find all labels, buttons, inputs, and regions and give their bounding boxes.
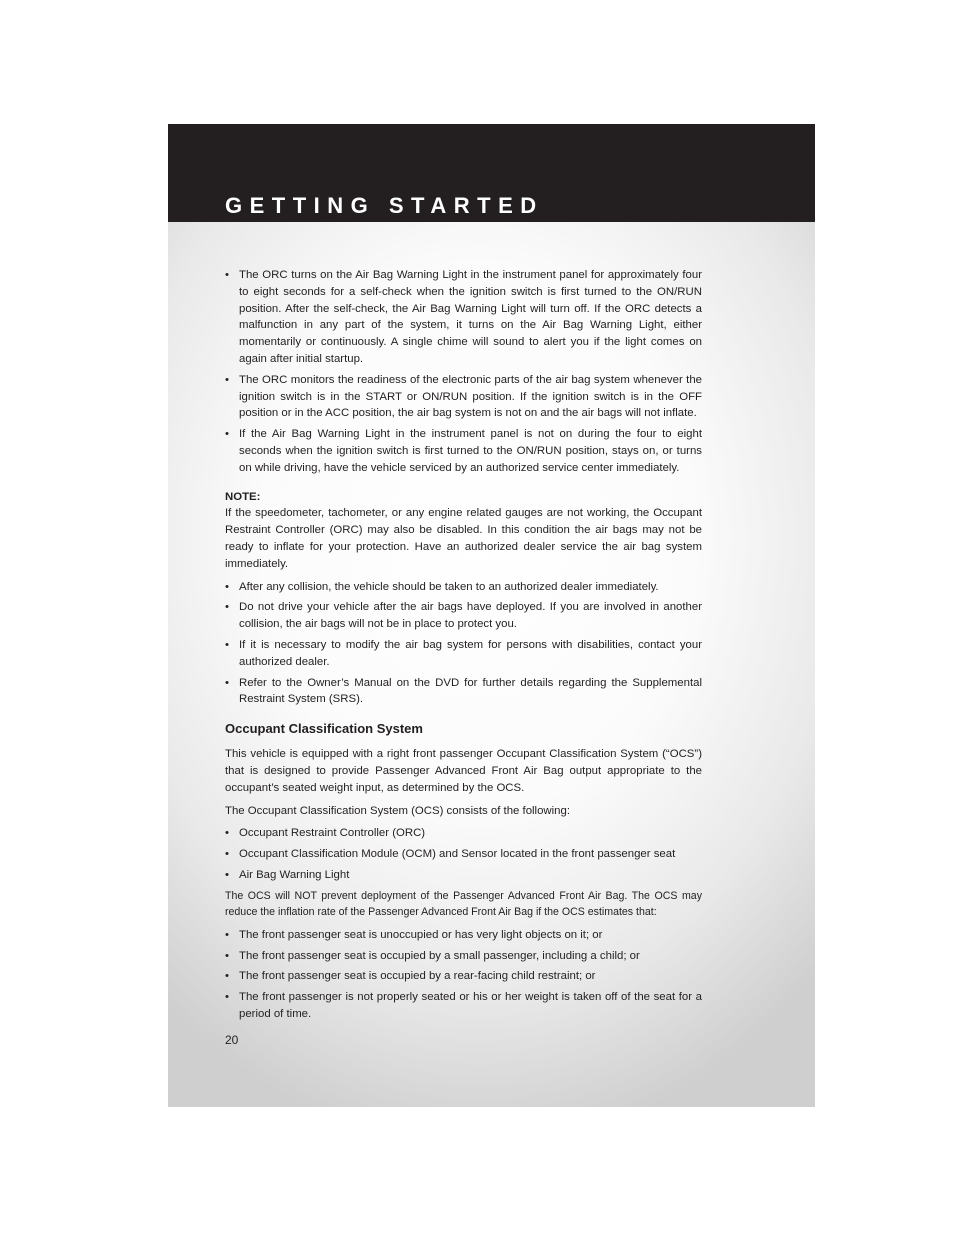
list-item: • If it is necessary to modify the air bag system for persons with disabilities, contact your authorized dealer. — [225, 637, 702, 671]
manual-page — [168, 124, 815, 1107]
note-label: NOTE: — [225, 490, 261, 503]
page-number: 20 — [225, 1033, 239, 1047]
list-item: • The front passenger is not properly seated or his or her weight is taken off of the seat for a period of time. — [225, 989, 702, 1023]
orc-bullet-list — [225, 267, 702, 477]
list-item: • Occupant Classification Module (OCM) and Sensor located in the front passenger seat — [225, 846, 702, 863]
ocs-conditions-list — [225, 927, 702, 1023]
ocs-intro-paragraph: This vehicle is equipped with a right front passenger Occupant Classification System (“OCS”) that is designed to provide Passenger Advanced Front Air Bag output appropriate to the occupant’s seated weight input, as determined by the OCS. — [225, 748, 702, 794]
list-item: • Refer to the Owner’s Manual on the DVD for further details regarding the Supplemental Restraint System (SRS). — [225, 675, 702, 709]
list-item: • The front passenger seat is occupied by a rear-facing child restraint; or — [225, 968, 702, 985]
note-text: If the speedometer, tachometer, or any engine related gauges are not working, the Occupant Restraint Controller (ORC) may also be disabled. In this condition the air bags may not be ready to inflate for your protection. Have an authorized dealer service the air bag system immediately. — [225, 507, 702, 570]
collision-bullet-list — [225, 579, 702, 709]
list-item: • Air Bag Warning Light — [225, 867, 702, 884]
list-item: • Occupant Restraint Controller (ORC) — [225, 825, 702, 842]
list-item: • Do not drive your vehicle after the air bags have deployed. If you are involved in another collision, the air bags will not be in place to protect you. — [225, 599, 702, 633]
section-header-bar — [168, 124, 815, 222]
page-content — [225, 267, 702, 1027]
ocs-heading: Occupant Classification System — [225, 721, 423, 737]
list-item: • The ORC monitors the readiness of the electronic parts of the air bag system whenever the ignition switch is in the START or ON/RUN position. If the ignition switch is in the OFF position or in the ACC position, the air bag system is not on and the air bags will not inflate. — [225, 372, 702, 422]
list-item: • After any collision, the vehicle should be taken to an authorized dealer immediately. — [225, 579, 702, 596]
section-title: GETTING STARTED — [225, 193, 544, 218]
ocs-consists-paragraph: The Occupant Classification System (OCS) consists of the following: — [225, 804, 571, 817]
list-item: • The ORC turns on the Air Bag Warning Light in the instrument panel for approximately four to eight seconds for a self-check when the ignition switch is first turned to the ON/RUN position. After the self-check, the Air Bag Warning Light will turn off. If the ORC detects a malfunction in any part of the system, it turns on the Air Bag Warning Light, either momentarily or continuously. A single chime will sound to alert you if the light comes on again after initial startup. — [225, 267, 702, 368]
ocs-components-list — [225, 825, 702, 883]
list-item: • The front passenger seat is unoccupied or has very light objects on it; or — [225, 927, 702, 944]
list-item: • The front passenger seat is occupied by a small passenger, including a child; or — [225, 948, 702, 965]
list-item: • If the Air Bag Warning Light in the instrument panel is not on during the four to eight seconds when the ignition switch is first turned to the ON/RUN position, stays on, or turns on while driving, have the vehicle serviced by an authorized service center immediately. — [225, 426, 702, 476]
ocs-deployment-paragraph: The OCS will NOT prevent deployment of the Passenger Advanced Front Air Bag. The OCS may reduce the inflation rate of the Passenger Advanced Front Air Bag if the OCS estimates that: — [225, 889, 702, 919]
